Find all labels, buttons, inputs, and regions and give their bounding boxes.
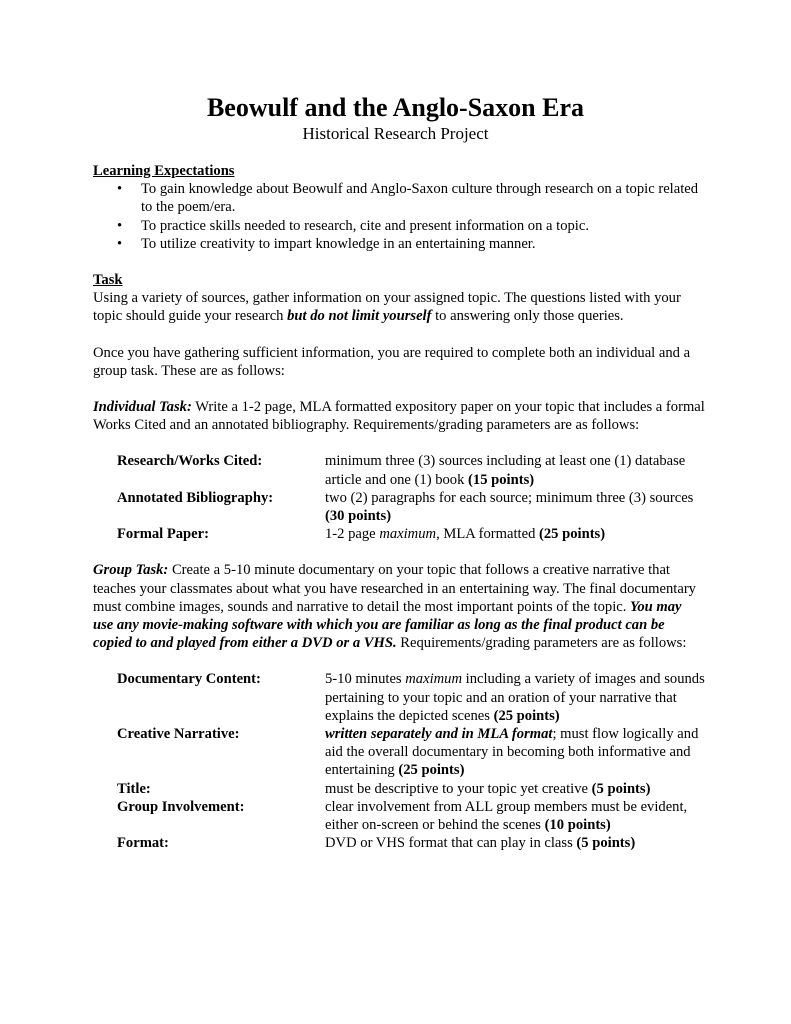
list-item: • To practice skills needed to research, cite and present information on a topic. bbox=[117, 217, 589, 234]
group-requirements-table bbox=[117, 670, 705, 852]
document-body bbox=[93, 162, 705, 853]
table-row: Format: DVD or VHS format that can play in class (5 points) bbox=[117, 835, 636, 852]
table-row: Formal Paper: 1-2 page maximum, MLA formatted (25 points) bbox=[117, 526, 606, 543]
document-title: Beowulf and the Anglo-Saxon Era bbox=[206, 93, 585, 122]
group-task-label: Group Task: bbox=[93, 562, 169, 579]
document-subtitle: Historical Research Project bbox=[302, 124, 489, 143]
learning-expectations-heading: Learning Expectations bbox=[93, 163, 235, 179]
individual-task-paragraph: Individual Task: Write a 1-2 page, MLA formatted expository paper on your topic that includes a formal Works Cited and an annotated bibliography. Requirements/grading parameters are as follows: bbox=[93, 399, 705, 434]
table-row: Annotated Bibliography: two (2) paragraphs for each source; minimum three (3) sources (30 points) bbox=[117, 489, 694, 525]
group-task-paragraph: Group Task: Create a 5-10 minute documentary on your topic that follows a creative narrative that teaches your classmates about what you have researched in an entertaining way. The final documentary must combine images, sounds and narrative to detail the most important points of the topic. You may use any movie-making software with which you are familiar as long as the final product can be copied to and played from either a DVD or a VHS. Requirements/grading parameters are as follows: bbox=[93, 562, 696, 652]
task-heading: Task bbox=[93, 272, 123, 289]
task-paragraph-2: Once you have gathering sufficient information, you are required to complete both an individual and a group task. These are as follows: bbox=[93, 344, 691, 379]
emphasis-text: but do not limit yourself bbox=[287, 308, 432, 325]
list-item: • To utilize creativity to impart knowledge in an entertaining manner. bbox=[117, 235, 536, 252]
emphasis-text: You may use any movie-making software with which you are familiar as long as the final product can be copied to and played from either a DVD or a VHS. bbox=[93, 598, 682, 652]
table-row: Creative Narrative: written separately and in MLA format; must flow logically and aid the overall documentary in becoming both informative and entertaining (25 points) bbox=[117, 726, 699, 779]
table-row: Research/Works Cited: minimum three (3) sources including at least one (1) database article and one (1) book (15 points) bbox=[117, 453, 686, 488]
table-row: Group Involvement: clear involvement from ALL group members must be evident, either on-screen or behind the scenes (10 points) bbox=[117, 798, 688, 834]
task-paragraph: Using a variety of sources, gather information on your assigned topic. The questions listed with your topic should guide your research but do not limit yourself to answering only those queries. bbox=[93, 290, 681, 325]
bullet-icon: • bbox=[117, 235, 123, 252]
table-row: Documentary Content: 5-10 minutes maximum including a variety of images and sounds pertaining to your topic and an oration of your narrative that explains the depicted scenes (25 points) bbox=[117, 671, 705, 724]
bullet-icon: • bbox=[117, 181, 123, 198]
list-item: • To gain knowledge about Beowulf and Anglo-Saxon culture through research on a topic related to the poem/era. bbox=[117, 181, 699, 216]
expectations-list bbox=[93, 180, 705, 253]
individual-task-label: Individual Task: bbox=[93, 399, 192, 416]
individual-requirements-table bbox=[117, 452, 705, 543]
bullet-icon: • bbox=[117, 217, 123, 234]
table-row: Title: must be descriptive to your topic yet creative (5 points) bbox=[117, 780, 651, 797]
